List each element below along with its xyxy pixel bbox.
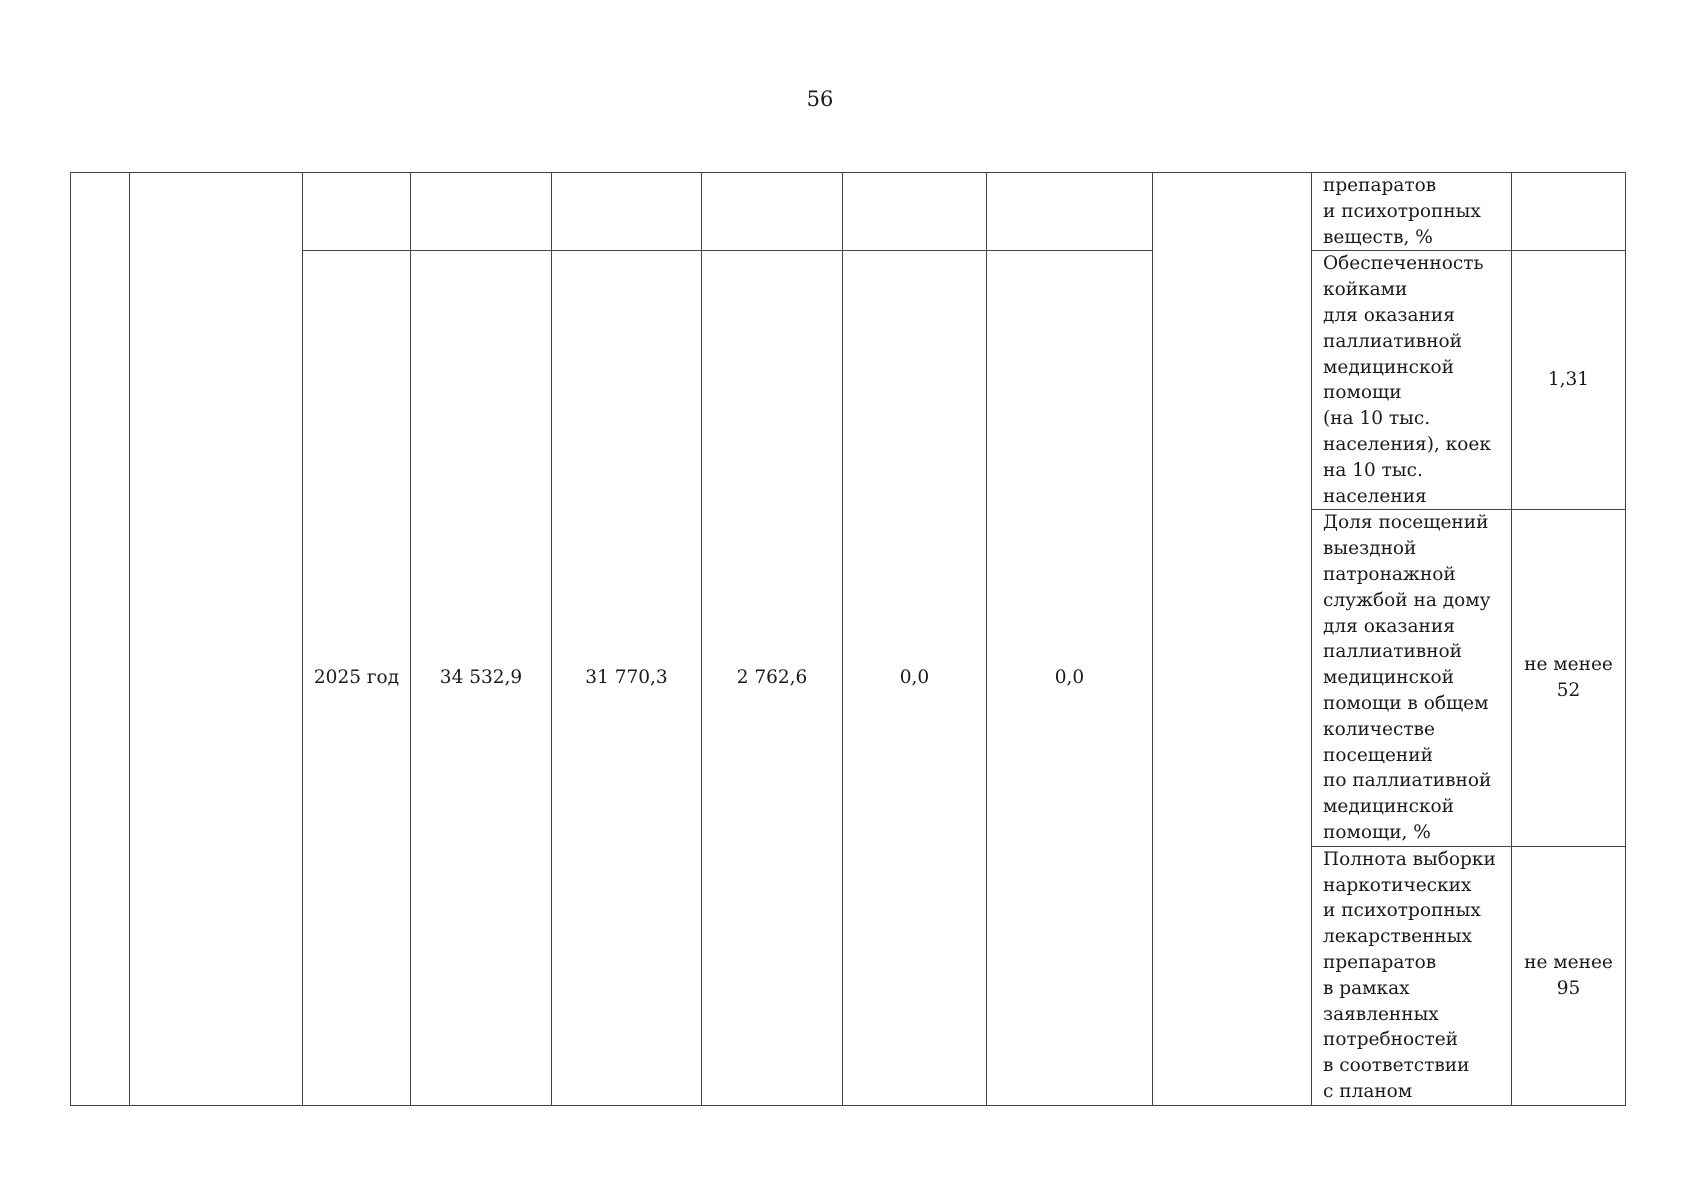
table-row <box>71 251 1626 510</box>
indicator-line: в соответствии <box>1323 1055 1470 1077</box>
number-cell <box>71 173 130 1106</box>
indicator-value: 1,31 <box>1547 369 1590 391</box>
indicator-line: и психотропных <box>1323 900 1481 922</box>
indicator-line: медицинской <box>1323 356 1455 378</box>
funding-col5-cell: 0,0 <box>987 251 1153 1105</box>
indicator-line: для оказания <box>1323 615 1455 637</box>
indicator-line: наркотических <box>1323 874 1472 896</box>
indicator-line: препаратов <box>1323 951 1437 973</box>
prev-year-cell <box>303 173 411 251</box>
indicator-line: количестве <box>1323 718 1435 740</box>
indicator-line: медицинской <box>1323 796 1455 818</box>
table-row-carry-over <box>71 173 1626 251</box>
indicator-line: лекарственных <box>1323 926 1472 948</box>
indicator-line: на 10 тыс. <box>1323 459 1423 481</box>
indicator-name-cell <box>1312 173 1512 251</box>
indicator-value-cell <box>1512 846 1626 1105</box>
prev-col5-cell <box>987 173 1153 251</box>
indicator-value-cell <box>1512 251 1626 510</box>
indicator-value: не менее <box>1524 654 1613 676</box>
indicator-line: паллиативной <box>1323 641 1463 663</box>
indicator-line: в рамках <box>1323 977 1410 999</box>
funding-col2-cell: 31 770,3 <box>552 251 702 1105</box>
indicator-line: препаратов <box>1323 175 1437 196</box>
indicator-line: для оказания <box>1323 304 1455 326</box>
indicator-name-cell <box>1312 251 1512 510</box>
prev-total-cell <box>411 173 552 251</box>
prev-col2-cell <box>552 173 702 251</box>
indicator-line: Полнота выборки <box>1323 848 1496 870</box>
page-number: 56 <box>806 87 834 111</box>
indicator-value: не менее <box>1524 951 1613 973</box>
indicator-value-cell <box>1512 510 1626 846</box>
indicator-line: Доля посещений <box>1323 512 1489 534</box>
indicator-line: (на 10 тыс. <box>1323 408 1431 430</box>
indicators-table <box>70 172 1626 1106</box>
funding-col4-cell: 0,0 <box>843 251 987 1105</box>
indicator-line: помощи <box>1323 382 1402 404</box>
indicator-line: помощи, % <box>1323 821 1431 843</box>
indicator-line: патронажной <box>1323 563 1456 585</box>
prev-col4-cell <box>843 173 987 251</box>
program-name-cell <box>130 173 303 1106</box>
indicator-line: паллиативной <box>1323 330 1463 352</box>
indicator-line: и психотропных <box>1323 200 1481 222</box>
total-funding-cell: 34 532,9 <box>411 251 552 1105</box>
indicator-line: потребностей <box>1323 1029 1458 1051</box>
indicator-value: 95 <box>1556 977 1581 999</box>
indicator-line: заявленных <box>1323 1003 1439 1025</box>
year-cell: 2025 год <box>303 251 411 1105</box>
indicator-line: веществ, % <box>1323 226 1433 248</box>
indicator-value-cell <box>1512 173 1626 251</box>
indicator-line: Обеспеченность <box>1323 253 1484 275</box>
indicator-name-cell <box>1312 510 1512 846</box>
indicator-line: по паллиативной <box>1323 770 1492 792</box>
indicator-line: медицинской <box>1323 667 1455 689</box>
indicator-line: выездной <box>1323 538 1417 560</box>
indicator-line: койками <box>1323 279 1408 301</box>
indicator-value: 52 <box>1556 680 1581 702</box>
indicator-line: посещений <box>1323 744 1433 766</box>
prev-col3-cell <box>702 173 843 251</box>
indicator-line: службой на дому <box>1323 589 1491 611</box>
indicator-name-cell <box>1312 846 1512 1105</box>
indicator-line: с планом <box>1323 1080 1413 1102</box>
indicator-line: населения), коек <box>1323 433 1491 455</box>
executor-cell <box>1153 173 1312 1106</box>
indicator-line: населения <box>1323 485 1427 507</box>
indicator-line: помощи в общем <box>1323 692 1489 714</box>
funding-col3-cell: 2 762,6 <box>702 251 843 1105</box>
